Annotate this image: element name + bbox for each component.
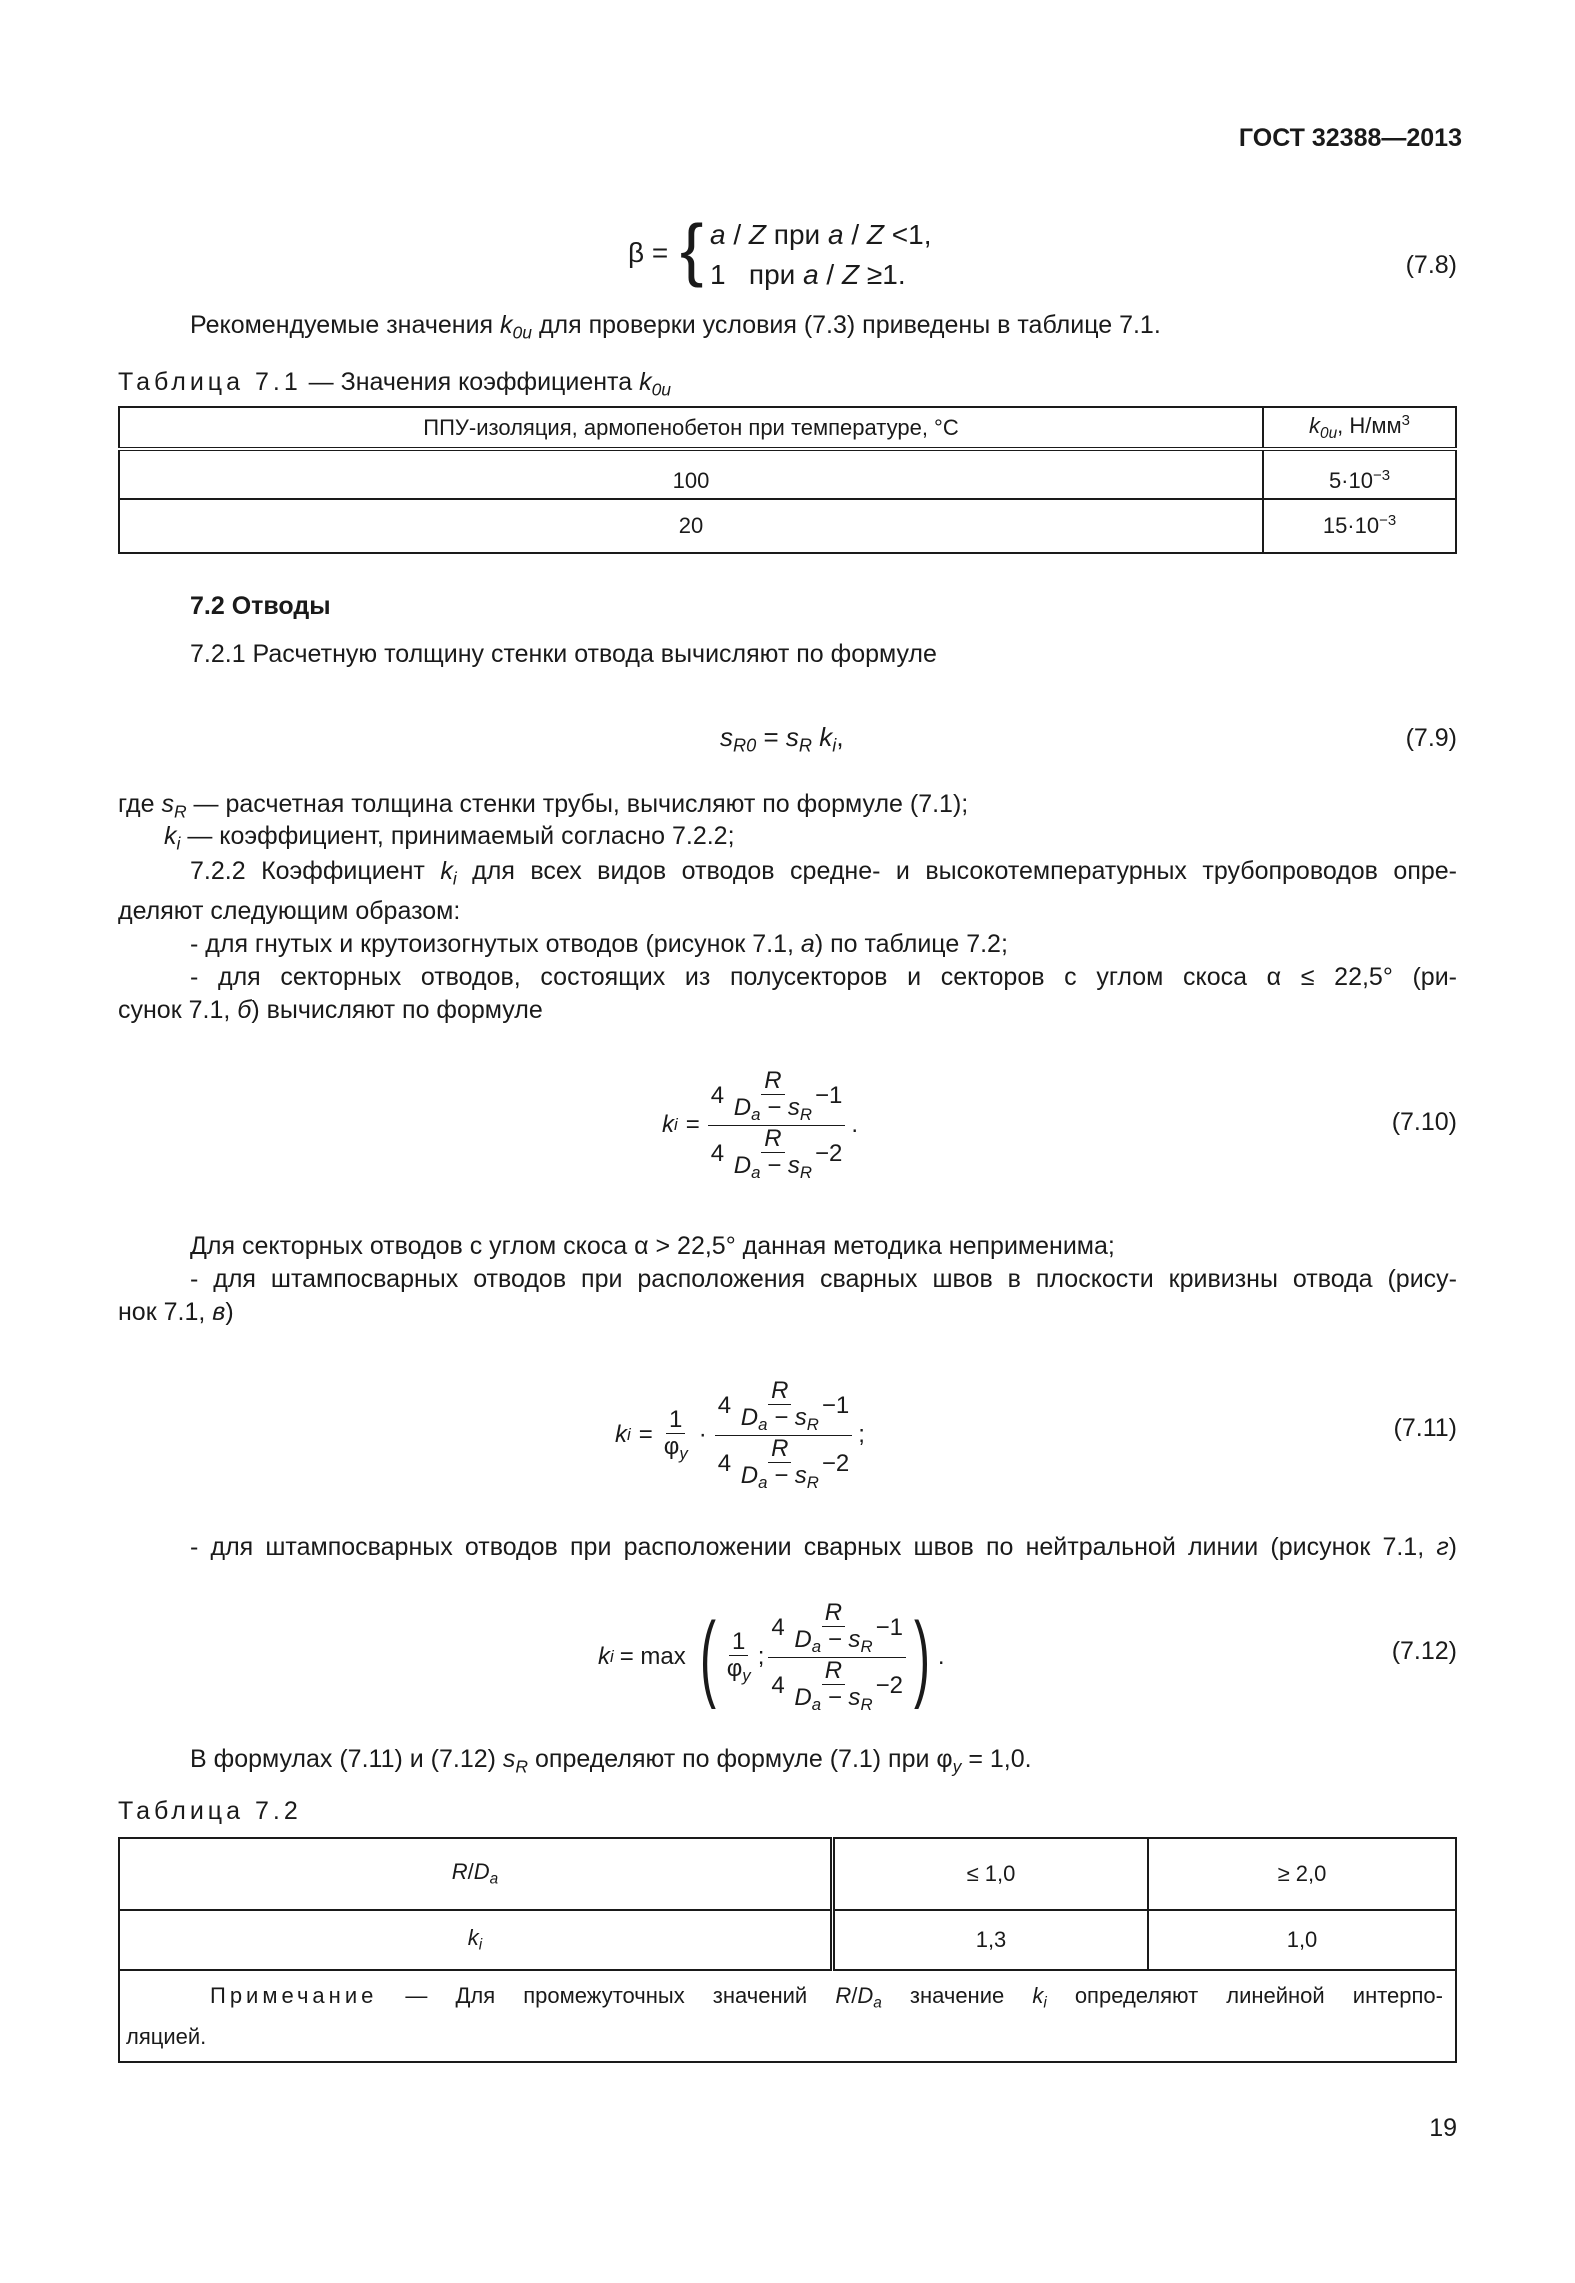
table-cell-ratio-high: ≥ 2,0	[1148, 1838, 1456, 1910]
table-note: Примечание — Для промежуточных значений $R/D_a$ значение $k_i$ определяют линейной интерпо- ляцией.	[119, 1970, 1456, 2062]
table-cell-ratio-low: ≤ 1,0	[833, 1838, 1149, 1910]
table-row	[119, 499, 1456, 553]
formula-7-10: k i = 4 $\frac{R}{D_a - s_R}$ −1 4 $\frac{R}{D_a - s_R}$ −2 .	[662, 1067, 858, 1183]
where-line-ki: $k_i$ — коэффициент, принимаемый согласно 7.2.2;	[164, 822, 735, 854]
table-cell-ki-label: $k_i$	[119, 1910, 833, 1970]
left-paren: (	[699, 1603, 716, 1711]
formula-number-7-11: (7.11)	[1393, 1414, 1457, 1442]
right-paren: )	[913, 1603, 930, 1711]
formula-7-8: β = { a / Z при a / Z <1, 1 при a / Z ≥1.	[628, 210, 932, 290]
table-7-2-caption: Таблица 7.2	[118, 1797, 302, 1825]
brace: {	[680, 210, 704, 288]
table-cell-ki-low: 1,3	[833, 1910, 1149, 1970]
paragraph-stamp-neutral: - для штампосварных отводов при расположении сварных швов по нейтральной линии (рисунок 7.1, г)	[190, 1533, 1457, 1561]
formula-7-9: $s_{R0} = s_R$ $k_i$,	[720, 722, 844, 756]
formula-number-7-10: (7.10)	[1391, 1108, 1457, 1136]
table-7-1-header-k0u: $k_{0u}$, $Н/мм^3$	[1263, 407, 1456, 449]
where-line-sr: где $s_R$ — расчетная толщина стенки трубы, вычисляют по формуле (7.1);	[118, 790, 969, 822]
table-7-1	[118, 406, 1457, 554]
paragraph-recommended: Рекомендуемые значения $k_{0u}$ для проверки условия (7.3) приведены в таблице 7.1.	[190, 311, 1161, 343]
table-7-1-caption: Таблица 7.1 — Значения коэффициента $k_{0u}$	[118, 368, 672, 400]
section-title: 7.2 Отводы	[190, 592, 331, 620]
paragraph-7-2-2: 7.2.2 Коэффициент $k_i$ для всех видов отводов средне- и высокотемпературных трубопроводов опре- деляют следующим образом: - для гнутых и крутоизогнутых отводов (рисунок 7.1, а) по таблице 7.2; - для секторных отводов, состоящих из полусекторов и секторов с углом скоса α ≤ 22,5° (ри- сунок 7.1, б) вычисляют по формуле	[118, 857, 1457, 1025]
table-row	[119, 1838, 1456, 1910]
paragraph-7-2-1: 7.2.1 Расчетную толщину стенки отвода вычисляют по формуле	[190, 640, 937, 668]
table-note-row	[119, 1970, 1456, 2062]
table-7-1-header-row	[119, 407, 1456, 449]
table-cell-temperature: 20	[119, 499, 1263, 553]
formula-number-7-8: (7.8)	[1405, 251, 1457, 279]
formula-7-12: k i = max ( $\frac{1}{\varphi_y}$ ; 4 $\frac{R}{D_a - s_R}$ −1 4 $\frac{R}{D_a - s_R}$ −2 ) .	[598, 1599, 945, 1715]
table-cell-k0u: $15\cdot 10^{-3}$	[1263, 499, 1456, 553]
formula-number-7-12: (7.12)	[1391, 1637, 1457, 1665]
table-cell-ratio-label: $R/D_a$	[119, 1838, 833, 1910]
formula-number-7-9: (7.9)	[1405, 724, 1457, 752]
table-cell-temperature: 100	[119, 449, 1263, 499]
page-number: 19	[1429, 2114, 1457, 2142]
paragraph-stamp-curvature: - для штампосварных отводов при расположения сварных швов в плоскости кривизны отвода (рису- нок 7.1, в)	[118, 1265, 1457, 1326]
paragraph-sector-large: Для секторных отводов с углом скоса α > 22,5° данная методика неприменима;	[190, 1232, 1115, 1260]
table-cell-k0u: $5\cdot 10^{-3}$	[1263, 449, 1456, 499]
table-7-1-header-temperature: ППУ-изоляция, армопенобетон при температуре, °С	[119, 407, 1263, 449]
document-code: ГОСТ 32388—2013	[1238, 124, 1462, 152]
table-cell-ki-high: 1,0	[1148, 1910, 1456, 1970]
table-7-2	[118, 1837, 1457, 2063]
paragraph-in-formulas: В формулах (7.11) и (7.12) $s_R$ определяют по формуле (7.1) при $\varphi_y = 1,0$.	[190, 1745, 1032, 1777]
table-row	[119, 449, 1456, 499]
table-row	[119, 1910, 1456, 1970]
formula-7-11: k i = $\frac{1}{\varphi_y}$ · 4 $\frac{R}{D_a - s_R}$ −1 4 $\frac{R}{D_a - s_R}$ −2 ;	[615, 1377, 865, 1493]
